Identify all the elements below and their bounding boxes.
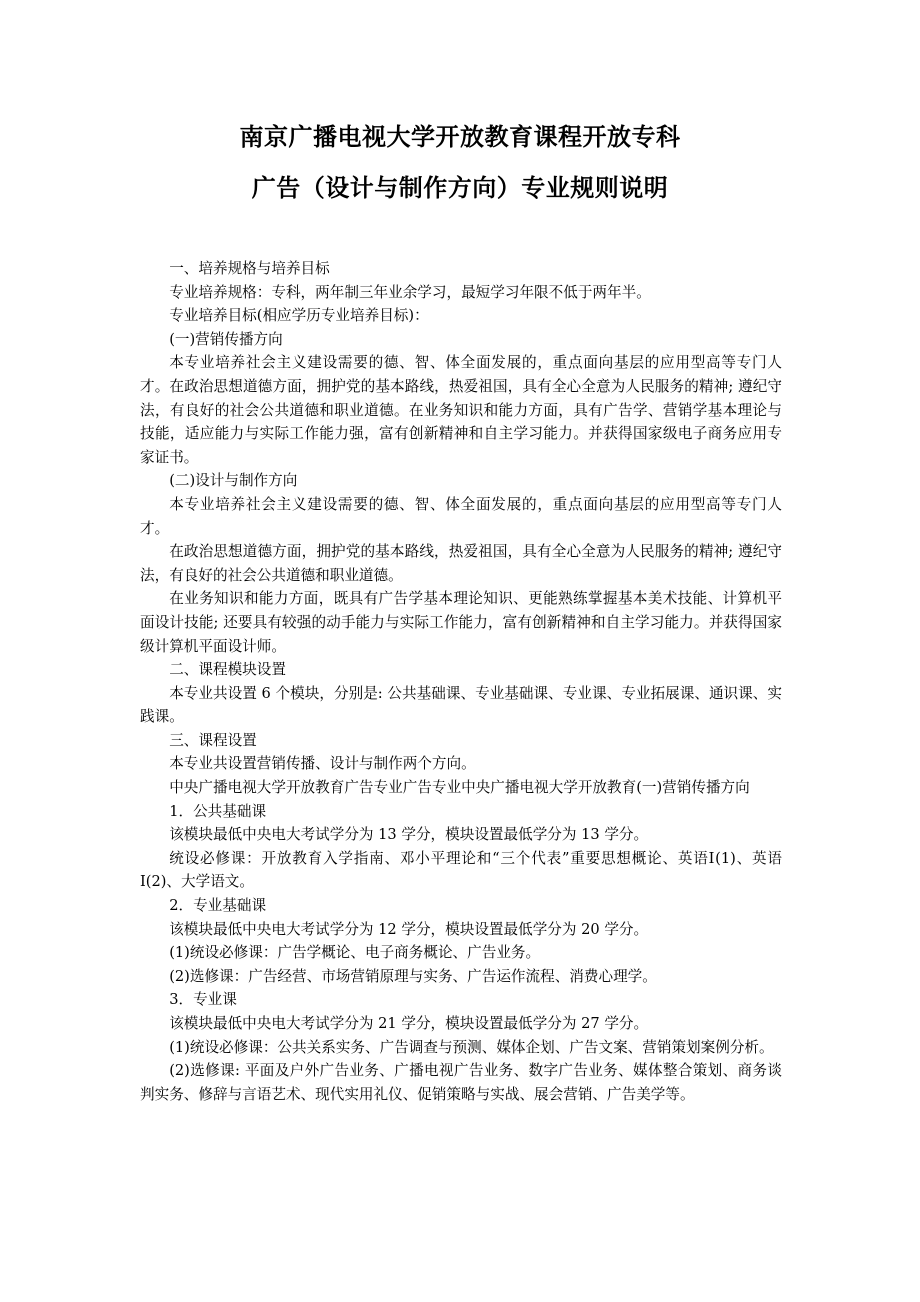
subsection-heading: (二)设计与制作方向 — [169, 472, 298, 490]
section-heading: 三、课程设置 — [169, 731, 257, 749]
paragraph: 该模块最低中央电大考试学分为 12 学分，模块设置最低学分为 20 学分。 — [169, 920, 649, 938]
paragraph: 本专业共设置营销传播、设计与制作两个方向。 — [169, 755, 476, 773]
subsection-heading: (一)营销传播方向 — [169, 330, 283, 348]
paragraph: 统设必修课：开放教育入学指南、邓小平理论和“三个代表”重要思想概论、英语Ⅰ(1)、英语Ⅰ(2)、大学语文。 — [140, 849, 782, 891]
section-heading: 一、培养规格与培养目标 — [169, 260, 330, 277]
paragraph: 专业培养目标(相应学历专业培养目标)： — [169, 307, 429, 325]
subsection-heading: 1．公共基础课 — [169, 802, 267, 820]
paragraph: (1)统设必修课：公共关系实务、广告调查与预测、媒体企划、广告文案、营销策划案例分析。 — [169, 1038, 774, 1056]
paragraph: 在政治思想道德方面，拥护党的基本路线，热爱祖国，具有全心全意为人民服务的精神; 遵纪守法，有良好的社会公共道德和职业道德。 — [140, 543, 782, 584]
paragraph: 本专业培养社会主义建设需要的德、智、体全面发展的，重点面向基层的应用型高等专门人才。在政治思想道德方面，拥护党的基本路线，热爱祖国，具有全心全意为人民服务的精神; 遵纪守法，有良好的社会公共道德和职业道德。在业务知识和能力方面，具有广告学、营销学基本理论与技能，适应能力与实际工作能力强，富有创新精神和自主学习能力。并获得国家级电子商务应用专家证书。 — [140, 354, 782, 466]
paragraph: 该模块最低中央电大考试学分为 21 学分，模块设置最低学分为 27 学分。 — [169, 1015, 649, 1032]
subsection-heading: 2．专业基础课 — [169, 897, 267, 915]
section-heading: 二、课程模块设置 — [169, 661, 286, 679]
document-title-line2: 广告（设计与制作方向）专业规则说明 — [251, 174, 669, 202]
paragraph: 该模块最低中央电大考试学分为 13 学分，模块设置最低学分为 13 学分。 — [169, 826, 649, 844]
subsection-heading: 3．专业课 — [169, 991, 237, 1009]
document-title-line1: 南京广播电视大学开放教育课程开放专科 — [239, 123, 681, 151]
paragraph: 中央广播电视大学开放教育广告专业广告专业中央广播电视大学开放教育(一)营销传播方向 — [169, 779, 750, 797]
paragraph: (2)选修课: 平面及户外广告业务、广播电视广告业务、数字广告业务、媒体整合策划、商务谈判实务、修辞与言语艺术、现代实用礼仪、促销策略与实战、展会营销、广告美学等。 — [140, 1062, 782, 1103]
paragraph: 本专业共设置 6 个模块，分别是: 公共基础课、专业基础课、专业课、专业拓展课、通识课、实践课。 — [140, 684, 782, 726]
paragraph: 在业务知识和能力方面，既具有广告学基本理论知识、更能熟练掌握基本美术技能、计算机平面设计技能; 还要具有较强的动手能力与实际工作能力，富有创新精神和自主学习能力。并获得国家级计算机平面设计师。 — [140, 590, 782, 655]
paragraph: 本专业培养社会主义建设需要的德、智、体全面发展的，重点面向基层的应用型高等专门人才。 — [140, 495, 782, 537]
paragraph: (1)统设必修课：广告学概论、电子商务概论、广告业务。 — [169, 944, 541, 962]
paragraph: 专业培养规格：专科，两年制三年业余学习，最短学习年限不低于两年半。 — [169, 283, 651, 301]
paragraph: (2)选修课：广告经营、市场营销原理与实务、广告运作流程、消费心理学。 — [169, 967, 657, 985]
document-body — [140, 257, 782, 1106]
